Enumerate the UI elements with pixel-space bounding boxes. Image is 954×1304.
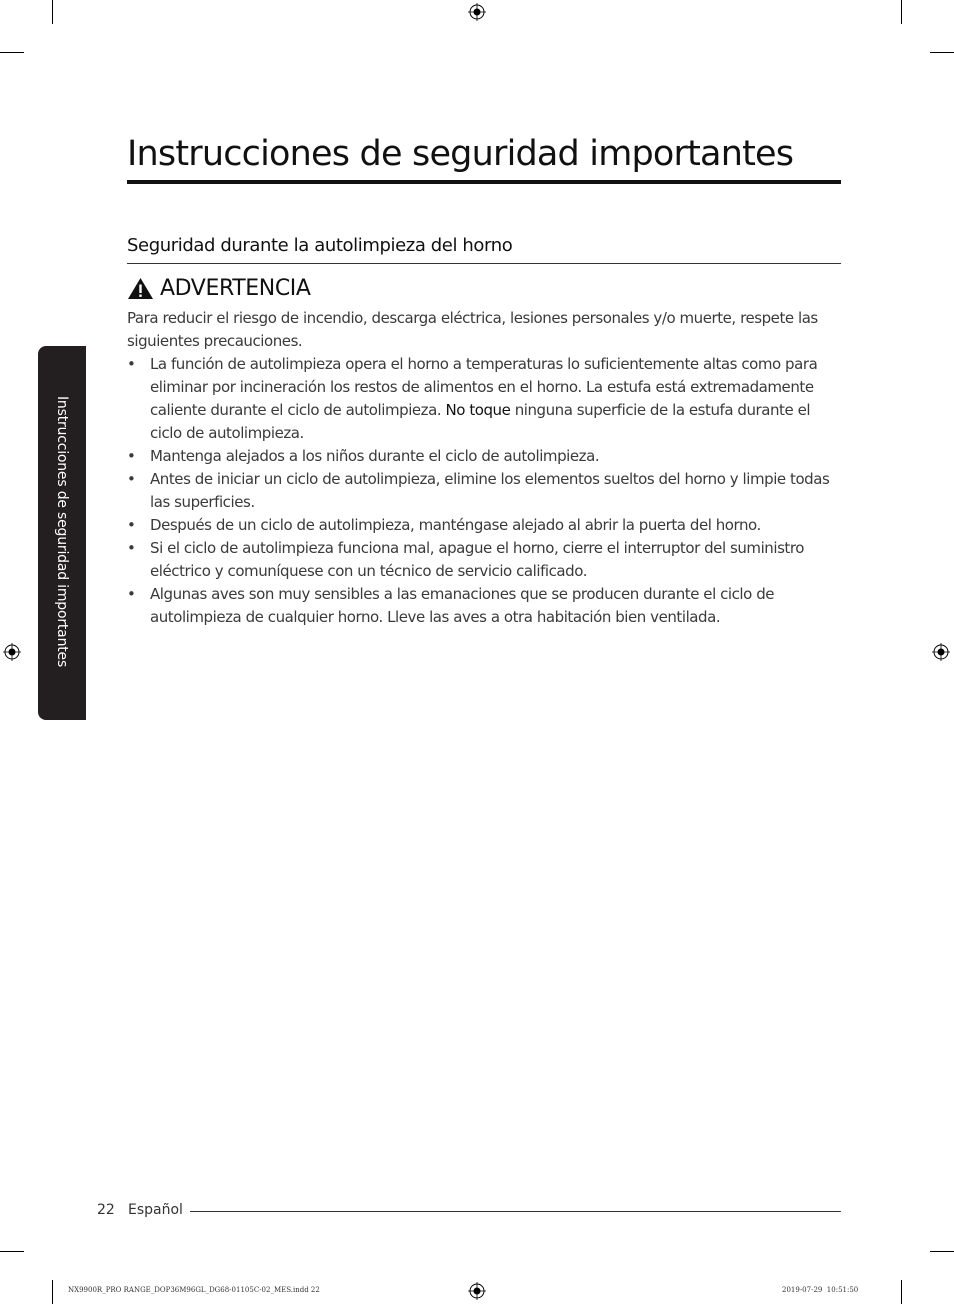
emphasis-text: No toque bbox=[445, 401, 511, 419]
chapter-side-tab bbox=[38, 346, 86, 720]
warning-header bbox=[127, 274, 311, 302]
list-item: • Mantenga alejados a los niños durante el ciclo de autolimpieza. bbox=[127, 445, 841, 468]
list-item: • Antes de iniciar un ciclo de autolimpieza, elimine los elementos sueltos del horno y limpie todas las superficies. bbox=[127, 468, 841, 514]
page-title: Instrucciones de seguridad importantes bbox=[127, 134, 794, 174]
registration-mark-icon bbox=[932, 643, 950, 661]
list-item: • Después de un ciclo de autolimpieza, manténgase alejado al abrir la puerta del horno. bbox=[127, 514, 841, 537]
section-heading: Seguridad durante la autolimpieza del horno bbox=[127, 235, 513, 256]
crop-mark bbox=[901, 1280, 902, 1304]
warning-label: ADVERTENCIA bbox=[160, 275, 311, 301]
section-rule bbox=[127, 263, 841, 264]
crop-mark bbox=[901, 0, 902, 24]
crop-mark bbox=[52, 0, 53, 24]
list-item: • Si el ciclo de autolimpieza funciona mal, apague el horno, cierre el interruptor del suministro eléctrico y comuníquese con un técnico de servicio calificado. bbox=[127, 537, 841, 583]
registration-mark-icon bbox=[3, 643, 21, 661]
crop-mark bbox=[0, 52, 24, 53]
registration-mark-icon bbox=[468, 1282, 486, 1300]
chapter-side-tab-label: Instrucciones de seguridad importantes bbox=[54, 396, 70, 668]
crop-mark bbox=[52, 1280, 53, 1304]
list-item: • Algunas aves son muy sensibles a las emanaciones que se producen durante el ciclo de autolimpieza de cualquier horno. Lleve las aves a otra habitación bien ventilada. bbox=[127, 583, 841, 629]
precaution-list bbox=[127, 353, 841, 629]
print-slug-date: 2019-07-29 ￼ 10:51:50 bbox=[782, 1286, 859, 1294]
intro-paragraph: Para reducir el riesgo de incendio, descarga eléctrica, lesiones personales y/o muerte, respete las siguientes precauciones. bbox=[127, 309, 818, 350]
list-item: • La función de autolimpieza opera el horno a temperaturas lo suficientemente altas como para eliminar por incineración los restos de alimentos en el horno. La estufa está extremadamente caliente durante el ciclo de autolimpieza. No toque ninguna superficie de la estufa durante el ciclo de autolimpieza. bbox=[127, 353, 841, 445]
crop-mark bbox=[930, 1251, 954, 1252]
crop-mark bbox=[0, 1251, 24, 1252]
footer-language: Español bbox=[128, 1202, 183, 1218]
registration-mark-icon bbox=[468, 3, 486, 21]
warning-triangle-icon bbox=[127, 277, 154, 300]
title-rule bbox=[127, 180, 841, 184]
page-number: 22 bbox=[97, 1202, 115, 1218]
warning-body bbox=[127, 307, 841, 629]
footer-rule bbox=[190, 1211, 841, 1212]
print-slug-file: NX9900R_PRO RANGE_DOP36M96GL_DG68-01105C-02_MES.indd 22 bbox=[68, 1286, 320, 1294]
crop-mark bbox=[930, 52, 954, 53]
